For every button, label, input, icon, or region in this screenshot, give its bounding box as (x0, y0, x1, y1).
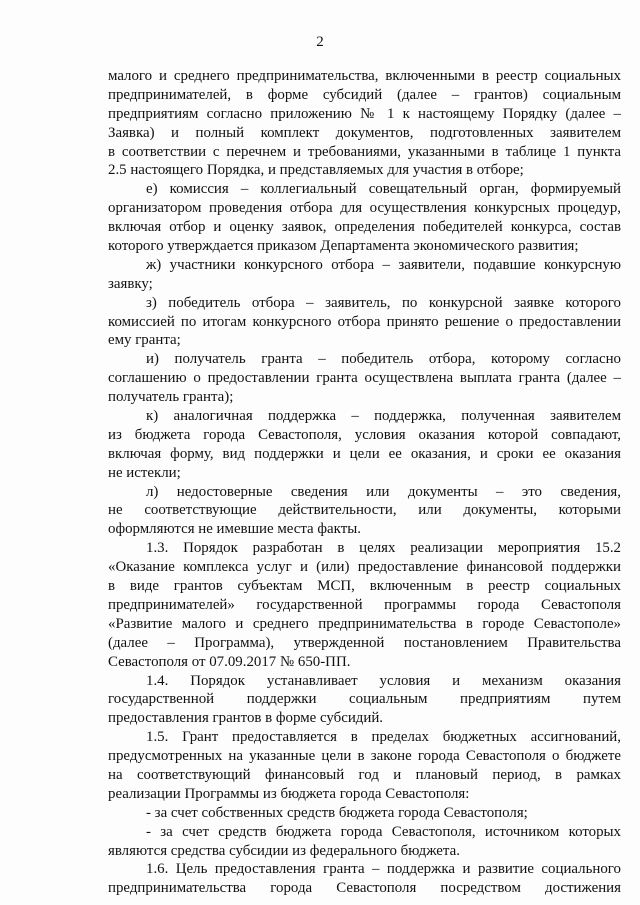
text-line: и) получатель гранта – победитель отбора, которому согласно (146, 351, 621, 368)
text-line: предусмотренных на указанные цели в законе города Севастополя о бюджете (108, 748, 621, 765)
text-line: предпринимателей, в форме субсидий (далее – грантов) социальным (108, 86, 621, 103)
text-line: к) аналогичная поддержка – поддержка, полученная заявителем (146, 408, 621, 425)
text-line: Заявка) и полный комплект документов, подготовленных заявителем (108, 124, 621, 141)
text-line: ему гранта; (108, 332, 181, 349)
text-line: комиссией по итогам конкурсного отбора принято решение о предоставлении (108, 313, 621, 330)
text-line: организатором проведения отбора для осуществления конкурсных процедур, (108, 200, 621, 217)
text-line: е) комиссия – коллегиальный совещательный орган, формируемый (146, 181, 621, 198)
text-line: 2.5 настоящего Порядка, и представляемых для участия в отборе; (108, 162, 524, 179)
text-line: из бюджета города Севастополя, условия оказания которой совпадают, (108, 426, 621, 443)
text-line: в соответствии с перечнем и требованиями, указанными в таблице 1 пункта (108, 143, 621, 160)
text-line: оформляются не имевшие места факты. (108, 521, 361, 538)
text-line: которого утверждается приказом Департамента экономического развития; (108, 238, 579, 255)
text-line: предпринимательства города Севастополя посредством достижения (108, 880, 621, 897)
text-line: (далее – Программа), утвержденной постановлением Правительства (108, 634, 621, 651)
text-line: заявку; (108, 275, 153, 292)
text-line: 1.4. Порядок устанавливает условия и механизм оказания (146, 672, 621, 689)
text-line: 1.3. Порядок разработан в целях реализации мероприятия 15.2 (146, 540, 621, 557)
text-line: з) победитель отбора – заявитель, по конкурсной заявке которого (146, 294, 621, 311)
text-line: 1.5. Грант предоставляется в пределах бюджетных ассигнований, (146, 729, 621, 746)
text-line: реализации Программы из бюджета города Севастополя: (108, 785, 470, 802)
text-line: - за счет средств бюджета города Севастополя, источником которых (146, 823, 621, 840)
text-line: ж) участники конкурсного отбора – заявители, подавшие конкурсную (146, 256, 621, 273)
text-line: - за счет собственных средств бюджета города Севастополя; (146, 804, 528, 821)
text-line: предоставления грантов в форме субсидий. (108, 710, 384, 727)
text-line: получатель гранта); (108, 389, 234, 406)
document-body (108, 67, 621, 898)
text-line: государственной поддержки социальным предприятиям путем (108, 691, 621, 708)
text-line: 1.6. Цель предоставления гранта – поддержка и развитие социального (146, 861, 621, 878)
text-line: л) недостоверные сведения или документы – это сведения, (146, 483, 621, 500)
text-line: являются средства субсидии из федерального бюджета. (108, 842, 460, 859)
text-line: «Развитие малого и среднего предпринимательства в городе Севастополе» (108, 615, 621, 632)
text-line: соглашению о предоставлении гранта осуществлена выплата гранта (далее – (108, 370, 621, 387)
page-number: 2 (316, 34, 324, 50)
text-line: на соответствующий финансовый год и плановый период, в рамках (108, 766, 621, 783)
text-line: Севастополя от 07.09.2017 № 650-ПП. (108, 653, 351, 670)
text-line: включая отбор и оценку заявок, определения победителей конкурса, состав (108, 219, 621, 236)
text-line: предприятиям согласно приложению № 1 к настоящему Порядку (далее – (108, 105, 621, 122)
text-line: не соответствующие действительности, или документы, которыми (108, 502, 621, 519)
text-line: предпринимателей» государственной программы города Севастополя (108, 596, 621, 613)
text-line: малого и среднего предпринимательства, включенными в реестр социальных (108, 68, 621, 84)
text-line: включая форму, вид поддержки и цели ее оказания, и сроки ее оказания (108, 445, 621, 462)
text-line: не истекли; (108, 464, 181, 481)
text-line: в виде грантов субъектам МСП, включенным в реестр социальных (108, 578, 621, 595)
text-line: «Оказание комплекса услуг и (или) предоставление финансовой поддержки (108, 559, 621, 576)
